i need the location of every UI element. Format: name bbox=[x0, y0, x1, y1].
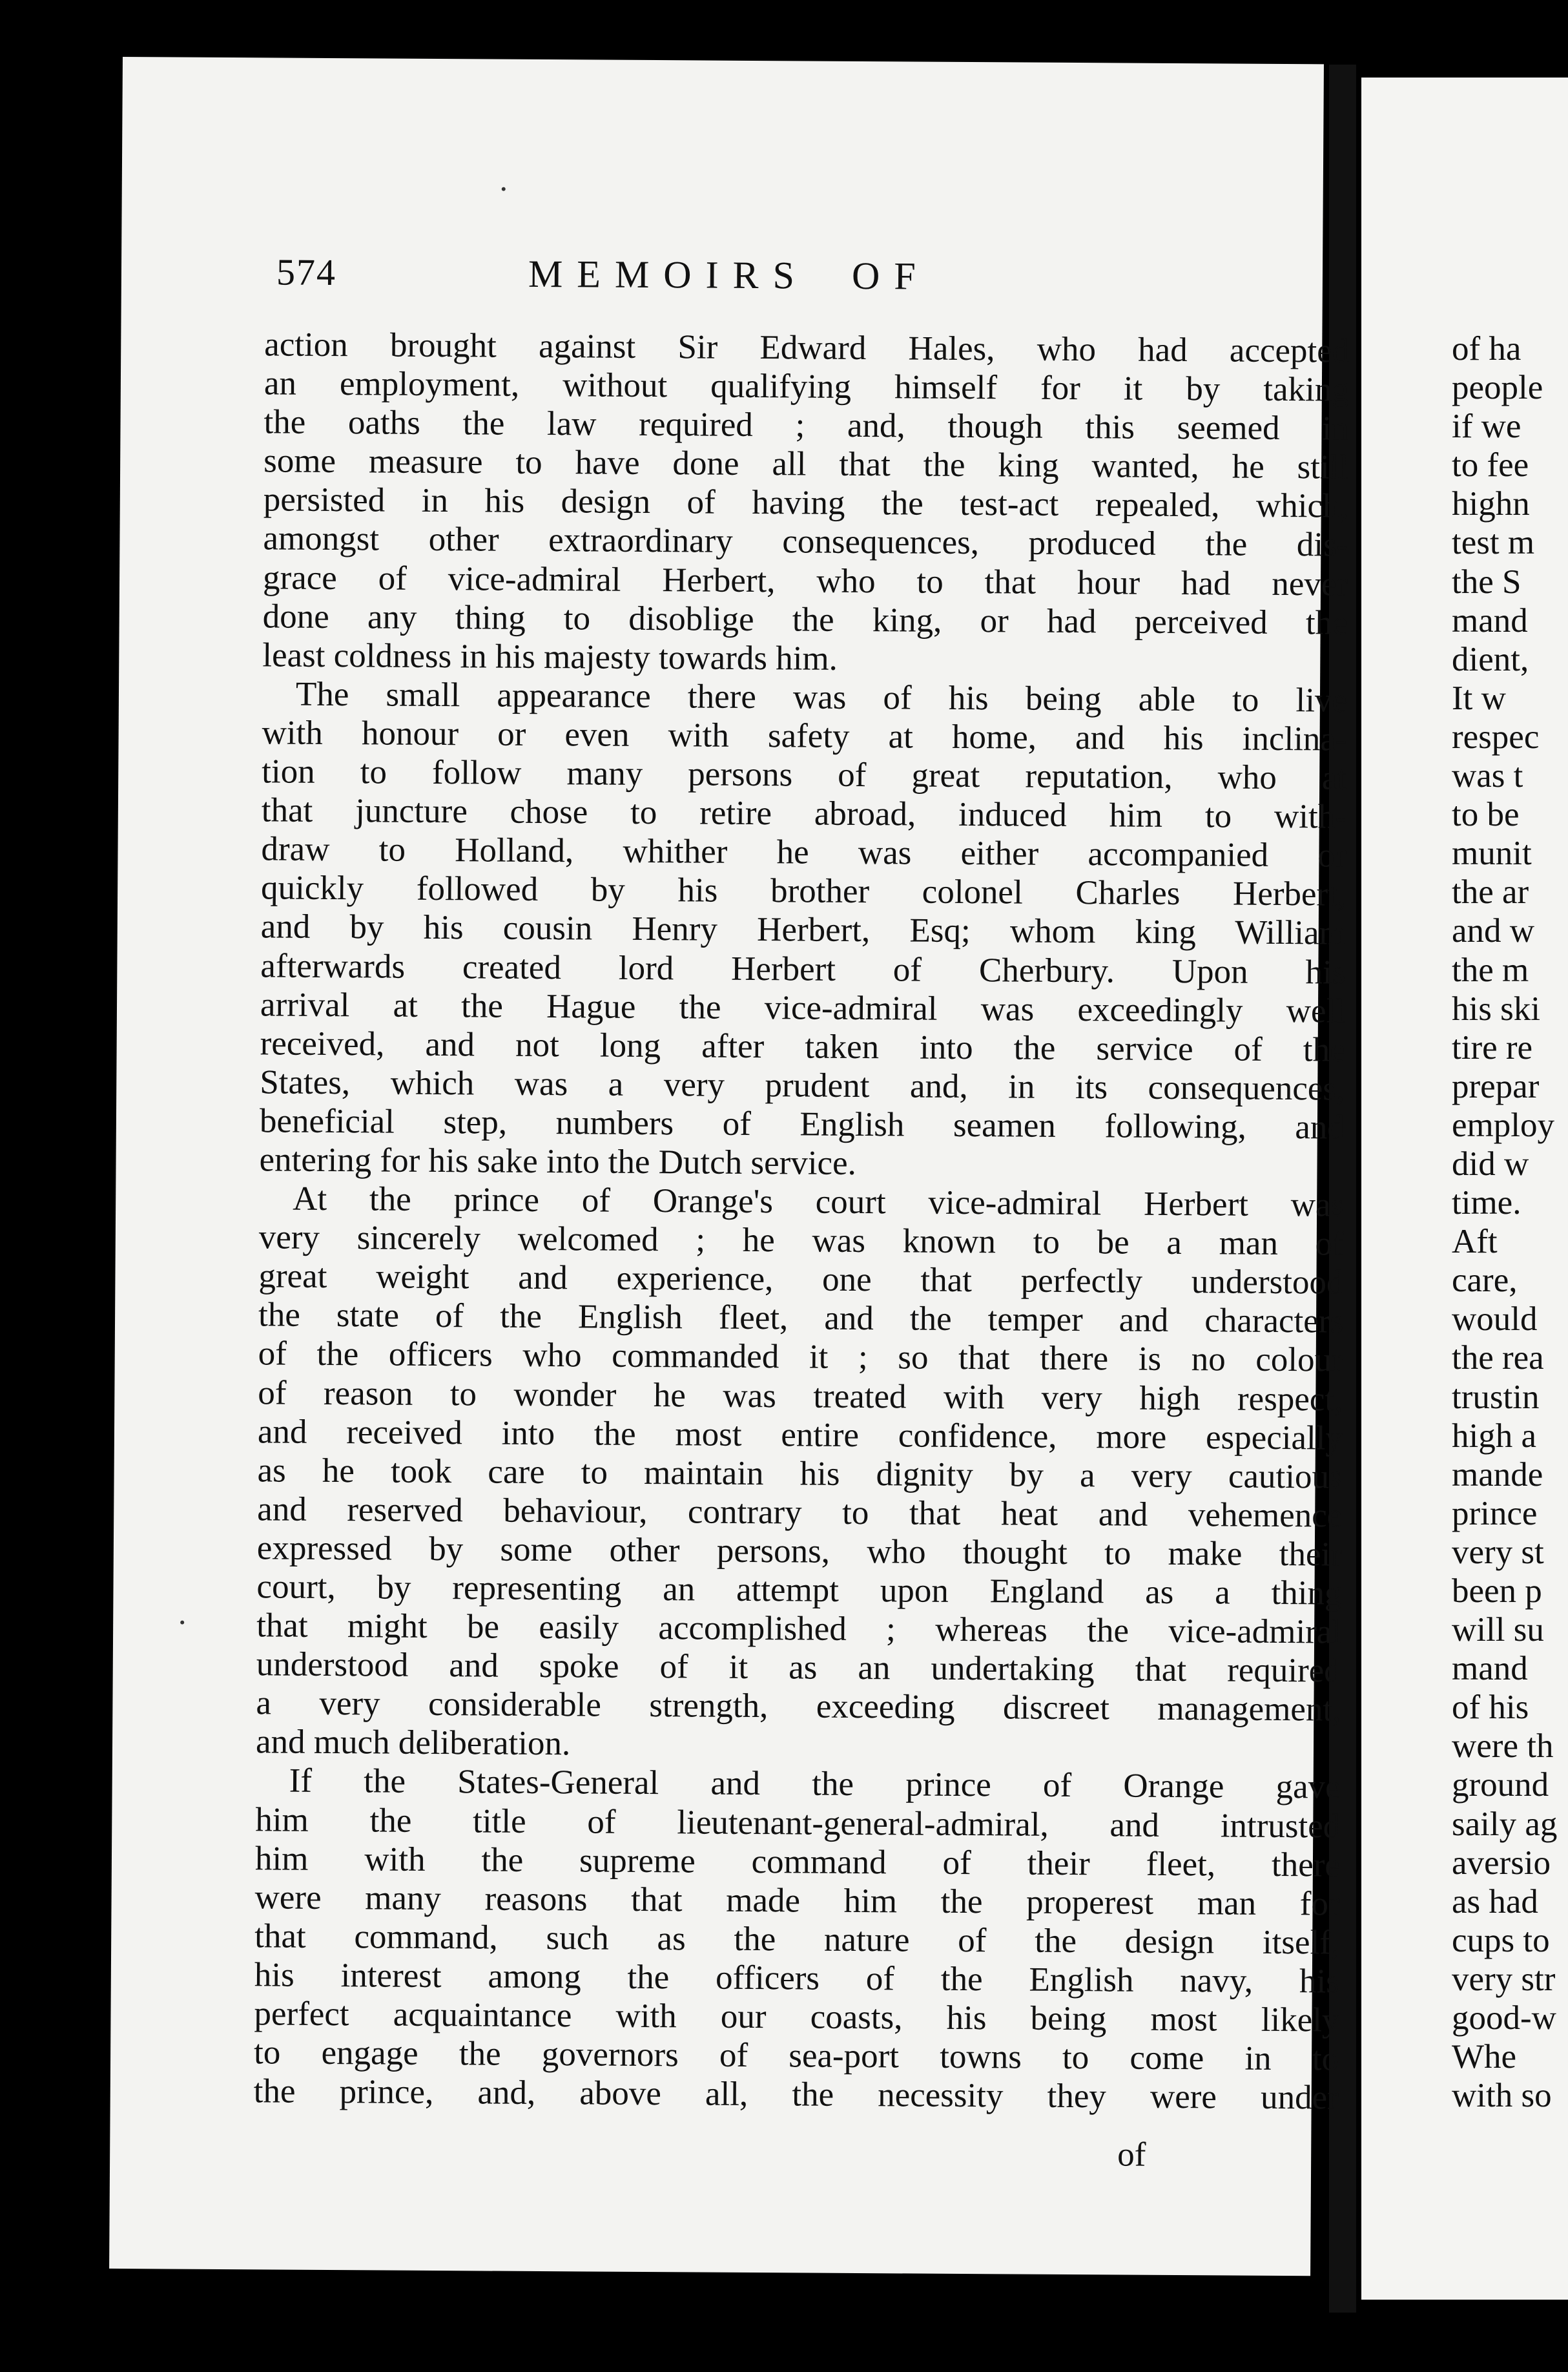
text-line: his interest among the officers of the English navy, his bbox=[254, 1956, 1340, 2001]
fragment-line: time. bbox=[1452, 1184, 1522, 1222]
text-line: some measure to have done all that the king wanted, he still bbox=[263, 442, 1349, 486]
ink-speck bbox=[502, 187, 506, 191]
fragment-line: as had bbox=[1452, 1882, 1538, 1920]
fragment-line: mande bbox=[1452, 1455, 1543, 1493]
fragment-line: dient, bbox=[1452, 640, 1529, 678]
text-line: and by his cousin Henry Herbert, Esq; whom king William bbox=[260, 908, 1346, 952]
text-line: least coldness in his majesty towards him. bbox=[262, 636, 838, 678]
text-line: persisted in his design of having the test-act repealed, which, bbox=[263, 481, 1348, 525]
fragment-line: good-w bbox=[1452, 1999, 1556, 2037]
fragment-line: test m bbox=[1452, 524, 1535, 562]
fragment-line: respec bbox=[1452, 718, 1540, 756]
fragment-line: very st bbox=[1452, 1533, 1544, 1571]
fragment-line: the rea bbox=[1452, 1339, 1544, 1377]
page-number: 574 bbox=[276, 251, 337, 294]
fragment-line: care, bbox=[1452, 1262, 1518, 1300]
fragment-line: his ski bbox=[1452, 990, 1540, 1028]
fragment-line: prepar bbox=[1452, 1067, 1540, 1105]
left-page bbox=[109, 57, 1350, 2276]
text-line: draw to Holland, whither he was either accompanied or bbox=[261, 830, 1346, 875]
text-line: grace of vice-admiral Herbert, who to that hour had never bbox=[262, 558, 1348, 603]
fragment-line: mand bbox=[1452, 1650, 1528, 1688]
fragment-line: if we bbox=[1452, 408, 1522, 446]
text-line: expressed by some other persons, who thought to make their bbox=[256, 1529, 1343, 1574]
text-line: At the prince of Orange's court vice-admiral Herbert was bbox=[293, 1180, 1345, 1224]
text-line: amongst other extraordinary consequences, produced the dis- bbox=[263, 519, 1348, 565]
text-line: a very considerable strength, exceeding discreet management, bbox=[256, 1684, 1341, 1729]
text-line: and received into the most entire confidence, more especially bbox=[257, 1412, 1343, 1457]
text-line: great weight and experience, one that perfectly understood bbox=[258, 1257, 1344, 1302]
text-line: him with the supreme command of their fleet, there bbox=[254, 1839, 1341, 1884]
text-line: The small appearance there was of his being able to live bbox=[295, 675, 1348, 720]
fragment-line: prince bbox=[1452, 1494, 1538, 1532]
right-page-fragment bbox=[1361, 78, 1568, 2300]
fragment-line: high a bbox=[1452, 1417, 1536, 1455]
fragment-line: to fee bbox=[1452, 446, 1529, 484]
ink-speck bbox=[180, 1621, 184, 1625]
text-line: that might be easily accomplished ; whereas the vice-admiral bbox=[256, 1607, 1342, 1651]
text-line: done any thing to disoblige the king, or had perceived the bbox=[262, 597, 1348, 642]
fragment-line: the m bbox=[1452, 951, 1529, 989]
text-line: and reserved behaviour, contrary to that heat and vehemence bbox=[257, 1490, 1343, 1535]
text-line: perfect acquaintance with our coasts, his being most likely bbox=[254, 1995, 1339, 2039]
fragment-line: the ar bbox=[1452, 873, 1529, 911]
text-line: as he took care to maintain his dignity by a very cautious bbox=[257, 1451, 1343, 1496]
text-line: of the officers who commanded it ; so that there is no colour bbox=[258, 1335, 1343, 1380]
text-line: If the States-General and the prince of Orange gave bbox=[289, 1762, 1341, 1807]
fragment-line: been p bbox=[1452, 1572, 1542, 1610]
text-line: quickly followed by his brother colonel Charles Herbert, bbox=[260, 869, 1346, 913]
fragment-line: people bbox=[1452, 369, 1543, 407]
fragment-line: and w bbox=[1452, 912, 1535, 950]
right-page-text bbox=[1361, 329, 1557, 2115]
text-line: that command, such as the nature of the design itself, bbox=[254, 1917, 1340, 1962]
text-line: arrival at the Hague the vice-admiral was exceedingly well bbox=[260, 985, 1346, 1030]
fragment-line: Whe bbox=[1452, 2038, 1517, 2076]
text-line: the prince, and, above all, the necessity they were under bbox=[253, 2072, 1339, 2117]
fragment-line: will su bbox=[1452, 1611, 1544, 1649]
fragment-line: was t bbox=[1452, 757, 1523, 795]
body-text bbox=[254, 325, 1350, 2117]
text-line: very sincerely welcomed ; he was known to be a man of bbox=[258, 1218, 1344, 1263]
fragment-line: cups to bbox=[1452, 1921, 1550, 1959]
fragment-line: ground bbox=[1452, 1766, 1549, 1804]
text-line: him the title of lieutenant-general-admiral, and intrusted bbox=[255, 1800, 1341, 1846]
fragment-line: did w bbox=[1452, 1145, 1529, 1183]
text-line: afterwards created lord Herbert of Cherbury. Upon his bbox=[260, 946, 1346, 992]
text-line: tion to follow many persons of great reputation, who at bbox=[262, 753, 1347, 797]
text-line: received, and not long after taken into the service of the bbox=[260, 1025, 1345, 1069]
fragment-line: highn bbox=[1452, 485, 1530, 523]
text-line: the oaths the law required ; and, though this seemed in bbox=[263, 403, 1349, 448]
text-line: were many reasons that made him the properest man for bbox=[254, 1878, 1340, 1923]
fragment-line: mand bbox=[1452, 601, 1528, 640]
fragment-line: saily ag bbox=[1452, 1805, 1558, 1843]
fragment-line: the S bbox=[1452, 563, 1522, 601]
text-line: with honour or even with safety at home, and his inclina- bbox=[262, 714, 1347, 758]
fragment-line: would bbox=[1452, 1300, 1538, 1338]
catchword: of bbox=[1117, 2136, 1146, 2174]
fragment-line: were th bbox=[1452, 1727, 1554, 1765]
fragment-line: employ bbox=[1452, 1106, 1554, 1144]
text-line: the state of the English fleet, and the temper and characters bbox=[258, 1296, 1344, 1340]
text-line: an employment, without qualifying himself for it by taking bbox=[263, 364, 1350, 409]
text-line: understood and spoke of it as an undertaking that required bbox=[256, 1645, 1341, 1690]
fragment-line: It w bbox=[1452, 679, 1506, 717]
fragment-line: aversio bbox=[1452, 1844, 1551, 1882]
fragment-line: of his bbox=[1452, 1689, 1529, 1727]
text-line: action brought against Sir Edward Hales, who had accepted bbox=[264, 326, 1350, 370]
text-line: and much deliberation. bbox=[255, 1723, 571, 1763]
text-line: that juncture chose to retire abroad, induced him to with- bbox=[261, 791, 1347, 836]
fragment-line: tire re bbox=[1452, 1028, 1533, 1066]
text-line: entering for his sake into the Dutch service. bbox=[259, 1141, 857, 1182]
text-line: to engage the governors of sea-port towns to come in to bbox=[253, 2034, 1339, 2078]
text-line: of reason to wonder he was treated with very high respect, bbox=[258, 1373, 1343, 1419]
text-line: beneficial step, numbers of English seamen following, and bbox=[259, 1102, 1345, 1147]
text-line: States, which was a very prudent and, in its consequences, bbox=[260, 1063, 1345, 1108]
fragment-line: with so bbox=[1452, 2077, 1552, 2115]
running-head bbox=[276, 250, 1284, 315]
fragment-line: of ha bbox=[1452, 330, 1522, 368]
running-title: MEMOIRS OF bbox=[528, 252, 930, 298]
fragment-line: very str bbox=[1452, 1960, 1556, 1998]
fragment-line: trustin bbox=[1452, 1378, 1540, 1416]
fragment-line: to be bbox=[1452, 796, 1520, 834]
fragment-line: Aft bbox=[1452, 1223, 1498, 1261]
text-line: court, by representing an attempt upon England as a thing bbox=[256, 1568, 1342, 1612]
fragment-line: munit bbox=[1452, 835, 1532, 873]
